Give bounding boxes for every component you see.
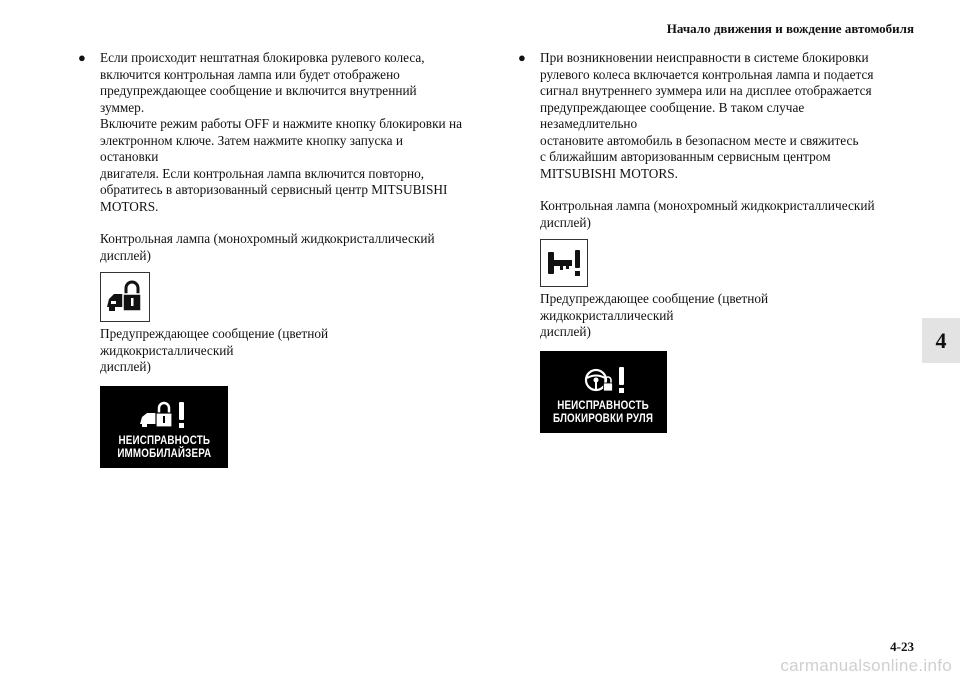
warning-text-line: НЕИСПРАВНОСТЬ [118,432,210,447]
chapter-tab: 4 [922,318,960,363]
bullet-icon: ● [78,50,86,65]
caption-line: Предупреждающее сообщение (цветной жидкокристаллический [100,326,329,358]
warning-text-line: ИММОБИЛАЙЗЕРА [116,445,212,460]
text-line: предупреждающее сообщение и включится внутренний зуммер. [100,83,417,115]
text-line: Включите режим работы OFF и нажмите кнопку блокировки на [100,116,462,131]
warning-lamp-monochrome [540,239,588,287]
right-column [518,50,903,433]
text-line: рулевого колеса включается контрольная лампа и подается [540,66,874,82]
lamp-caption [518,198,903,231]
text-line: двигателя. Если контрольная лампа включится повторно, [100,165,425,181]
immobilizer-warning-icon [134,400,194,430]
steering-lock-warning-icon [544,243,584,283]
text-line: При возникновении неисправности в системе блокировки [540,50,869,65]
caption-line: Контрольная лампа (монохромный жидкокристаллический [100,231,435,246]
text-line: предупреждающее сообщение. В таком случае незамедлительно [540,99,805,131]
text-line: обратитесь в авторизованный сервисный центр MITSUBISHI [100,182,448,197]
section-header: Начало движения и вождение автомобиля [666,21,914,36]
text-line: включится контрольная лампа или будет отображено [100,66,400,82]
right-paragraph [518,50,903,182]
text-line: сигнал внутреннего зуммера или на дисплее отображается [540,83,872,98]
warning-message-screen [100,386,228,468]
warning-text-line: БЛОКИРОВКИ РУЛЯ [553,410,654,425]
caption-line: дисплей) [540,324,591,339]
text-line: с ближайшим авторизованным сервисным центром [540,149,831,164]
caption-line: дисплей) [100,359,151,374]
bullet-icon: ● [518,50,526,65]
warning-lamp-monochrome [100,272,150,322]
warning-text-line: НЕИСПРАВНОСТЬ [557,397,650,412]
text-line: остановите автомобиль в безопасном месте и свяжитесь [540,132,859,148]
warning-text [117,434,211,460]
text-line: Если происходит нештатная блокировка рулевого колеса, [100,50,425,65]
text-line: MITSUBISHI MOTORS. [540,165,678,181]
caption-line: дисплей) [100,247,151,263]
text-line: MOTORS. [100,198,159,214]
steering-lock-warning-icon [574,365,634,395]
page-number: 4-23 [890,639,914,654]
watermark: carmanualsonline.info [780,656,952,675]
warning-message-screen [540,351,667,433]
message-caption [78,326,463,376]
warning-text [553,399,653,425]
lamp-caption [78,231,463,264]
caption-line: Предупреждающее сообщение (цветной жидкокристаллический [540,291,769,323]
left-column [78,50,463,468]
text-line: электронном ключе. Затем нажмите кнопку запуска и остановки [100,132,403,164]
left-paragraph [78,50,463,215]
immobilizer-warning-icon [104,277,146,317]
message-caption [518,291,903,341]
caption-line: дисплей) [540,214,591,230]
caption-line: Контрольная лампа (монохромный жидкокристаллический [540,198,875,213]
